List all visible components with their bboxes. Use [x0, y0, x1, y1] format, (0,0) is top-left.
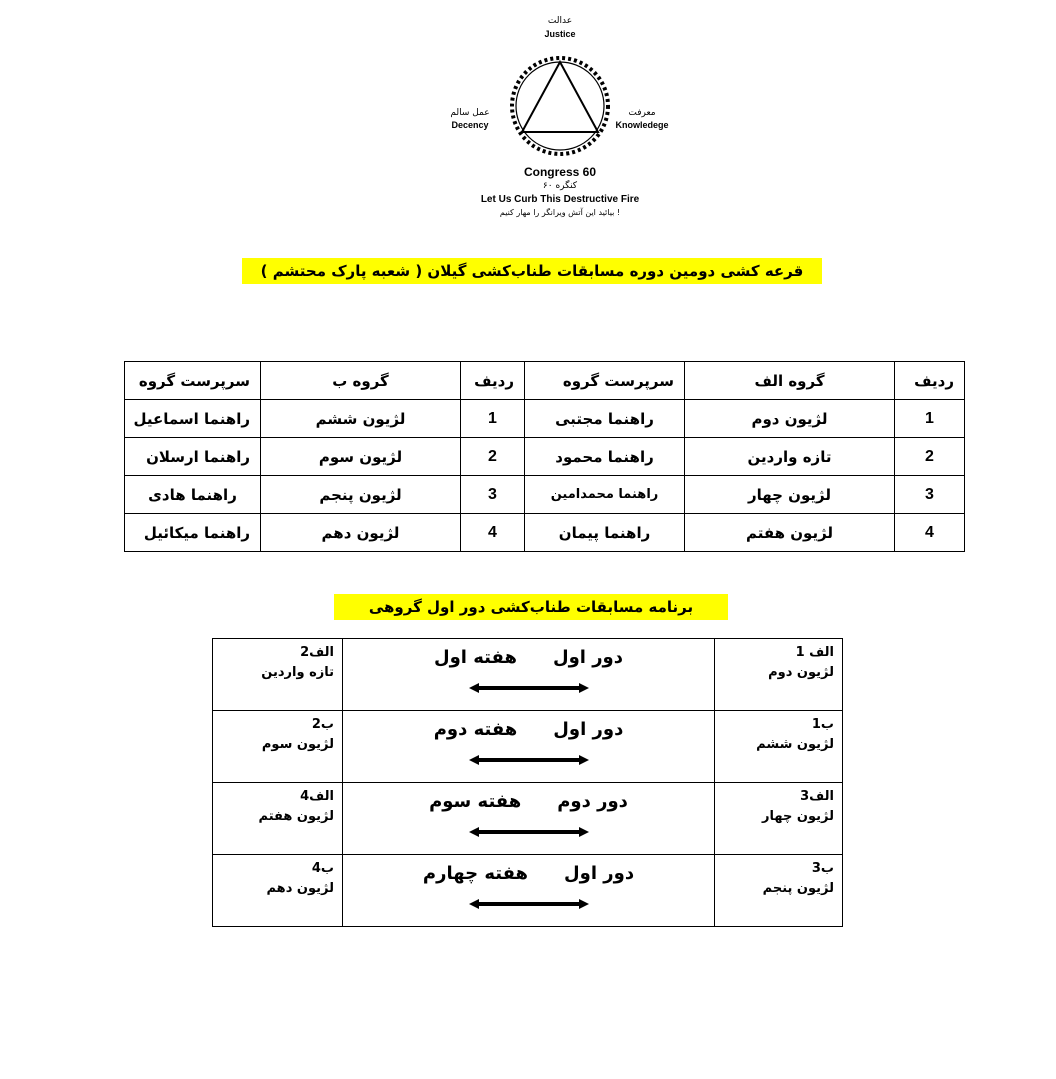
team-name: تازه واردین	[261, 665, 334, 680]
match-left-team	[213, 639, 343, 711]
header-supervisor-a: سرپرست گروه	[525, 362, 685, 400]
match-row	[213, 783, 843, 855]
logo-justice-fa: عدالت	[547, 16, 573, 26]
double-arrow-icon	[469, 755, 589, 765]
double-arrow-icon	[469, 683, 589, 693]
team-name: لژیون سوم	[261, 737, 334, 752]
match-week: هفته سوم	[429, 791, 522, 812]
logo-congress-fa: کنگره ۶۰	[542, 181, 578, 191]
logo-congress-en: Congress 60	[523, 165, 597, 179]
logo-motto-en: Let Us Curb This Destructive Fire	[480, 194, 640, 205]
header-row-no-b: ردیف	[461, 362, 525, 400]
group-b-supervisor: راهنما ارسلان	[125, 438, 261, 476]
team-code: الف 1	[795, 645, 834, 660]
header-group-a: گروه الف	[685, 362, 895, 400]
match-right-team	[715, 711, 843, 783]
group-b-supervisor: راهنما اسماعیل	[125, 400, 261, 438]
team-name: لژیون ششم	[756, 737, 834, 752]
match-row	[213, 639, 843, 711]
match-round: دور اول	[564, 863, 635, 884]
match-round: دور دوم	[557, 791, 628, 812]
logo-decency-en: Decency	[451, 120, 489, 130]
row-number: 4	[461, 514, 525, 552]
match-week: هفته اول	[434, 647, 517, 668]
team-code: ب3	[811, 861, 834, 876]
match-row	[213, 711, 843, 783]
logo-motto-fa: بیائید این آتش ویرانگر را مهار کنیم !	[499, 208, 621, 217]
draw-table-header	[125, 362, 965, 400]
match-right-team	[715, 855, 843, 927]
table-row	[125, 476, 965, 514]
table-row	[125, 514, 965, 552]
wreath-triangle-emblem	[495, 52, 625, 162]
draw-table	[124, 361, 965, 552]
row-number: 2	[895, 438, 965, 476]
row-number: 1	[461, 400, 525, 438]
group-a-team: لژیون هفتم	[685, 514, 895, 552]
logo-knowledge-en: Knowledege	[615, 120, 669, 130]
row-number: 4	[895, 514, 965, 552]
header-row-no-a: ردیف	[895, 362, 965, 400]
match-round: دور اول	[553, 719, 624, 740]
congress60-logo	[420, 10, 700, 230]
row-number: 3	[461, 476, 525, 514]
match-right-team	[715, 639, 843, 711]
row-number: 2	[461, 438, 525, 476]
match-round: دور اول	[552, 647, 623, 668]
team-name: لژیون پنجم	[762, 881, 834, 896]
double-arrow-icon	[469, 899, 589, 909]
logo-decency-fa: عمل سالم	[450, 108, 490, 118]
group-b-team: لژیون دهم	[261, 514, 461, 552]
table-row	[125, 438, 965, 476]
group-a-supervisor: راهنما محمدامین	[525, 476, 685, 514]
team-name: لژیون چهار	[762, 809, 834, 824]
match-left-team	[213, 855, 343, 927]
match-info	[343, 711, 715, 783]
row-number: 1	[895, 400, 965, 438]
group-b-team: لژیون ششم	[261, 400, 461, 438]
match-left-team	[213, 711, 343, 783]
match-info	[343, 855, 715, 927]
schedule-table	[212, 638, 843, 927]
match-row	[213, 855, 843, 927]
logo-knowledge-fa: معرفت	[628, 108, 656, 118]
group-a-supervisor: راهنما محمود	[525, 438, 685, 476]
table-row	[125, 400, 965, 438]
team-code: ب4	[311, 861, 334, 876]
group-a-supervisor: راهنما پیمان	[525, 514, 685, 552]
draw-title: قرعه کشی دومین دوره مسابقات طناب‌کشی گیلان ( شعبه پارک محتشم )	[242, 258, 822, 284]
group-b-team: لژیون سوم	[261, 438, 461, 476]
header-supervisor-b: سرپرست گروه	[125, 362, 261, 400]
match-left-team	[213, 783, 343, 855]
team-name: لژیون هفتم	[258, 809, 334, 824]
double-arrow-icon	[469, 827, 589, 837]
team-name: لژیون دوم	[768, 665, 834, 680]
team-code: الف3	[800, 789, 834, 804]
match-week: هفته دوم	[433, 719, 518, 740]
group-a-supervisor: راهنما مجتبی	[525, 400, 685, 438]
group-a-team: لژیون چهار	[685, 476, 895, 514]
match-week: هفته چهارم	[422, 863, 529, 884]
team-name: لژیون دهم	[266, 881, 334, 896]
match-info	[343, 783, 715, 855]
group-b-supervisor: راهنما هادی	[125, 476, 261, 514]
team-code: ب2	[311, 717, 334, 732]
group-a-team: تازه واردین	[685, 438, 895, 476]
team-code: ب1	[811, 717, 834, 732]
schedule-title: برنامه مسابقات طناب‌کشی دور اول گروهی	[334, 594, 728, 620]
group-b-team: لژیون پنجم	[261, 476, 461, 514]
group-a-team: لژیون دوم	[685, 400, 895, 438]
row-number: 3	[895, 476, 965, 514]
group-b-supervisor: راهنما میکائیل	[125, 514, 261, 552]
team-code: الف2	[300, 645, 334, 660]
match-right-team	[715, 783, 843, 855]
team-code: الف4	[300, 789, 334, 804]
match-info	[343, 639, 715, 711]
logo-justice-en: Justice	[544, 29, 576, 39]
header-group-b: گروه ب	[261, 362, 461, 400]
